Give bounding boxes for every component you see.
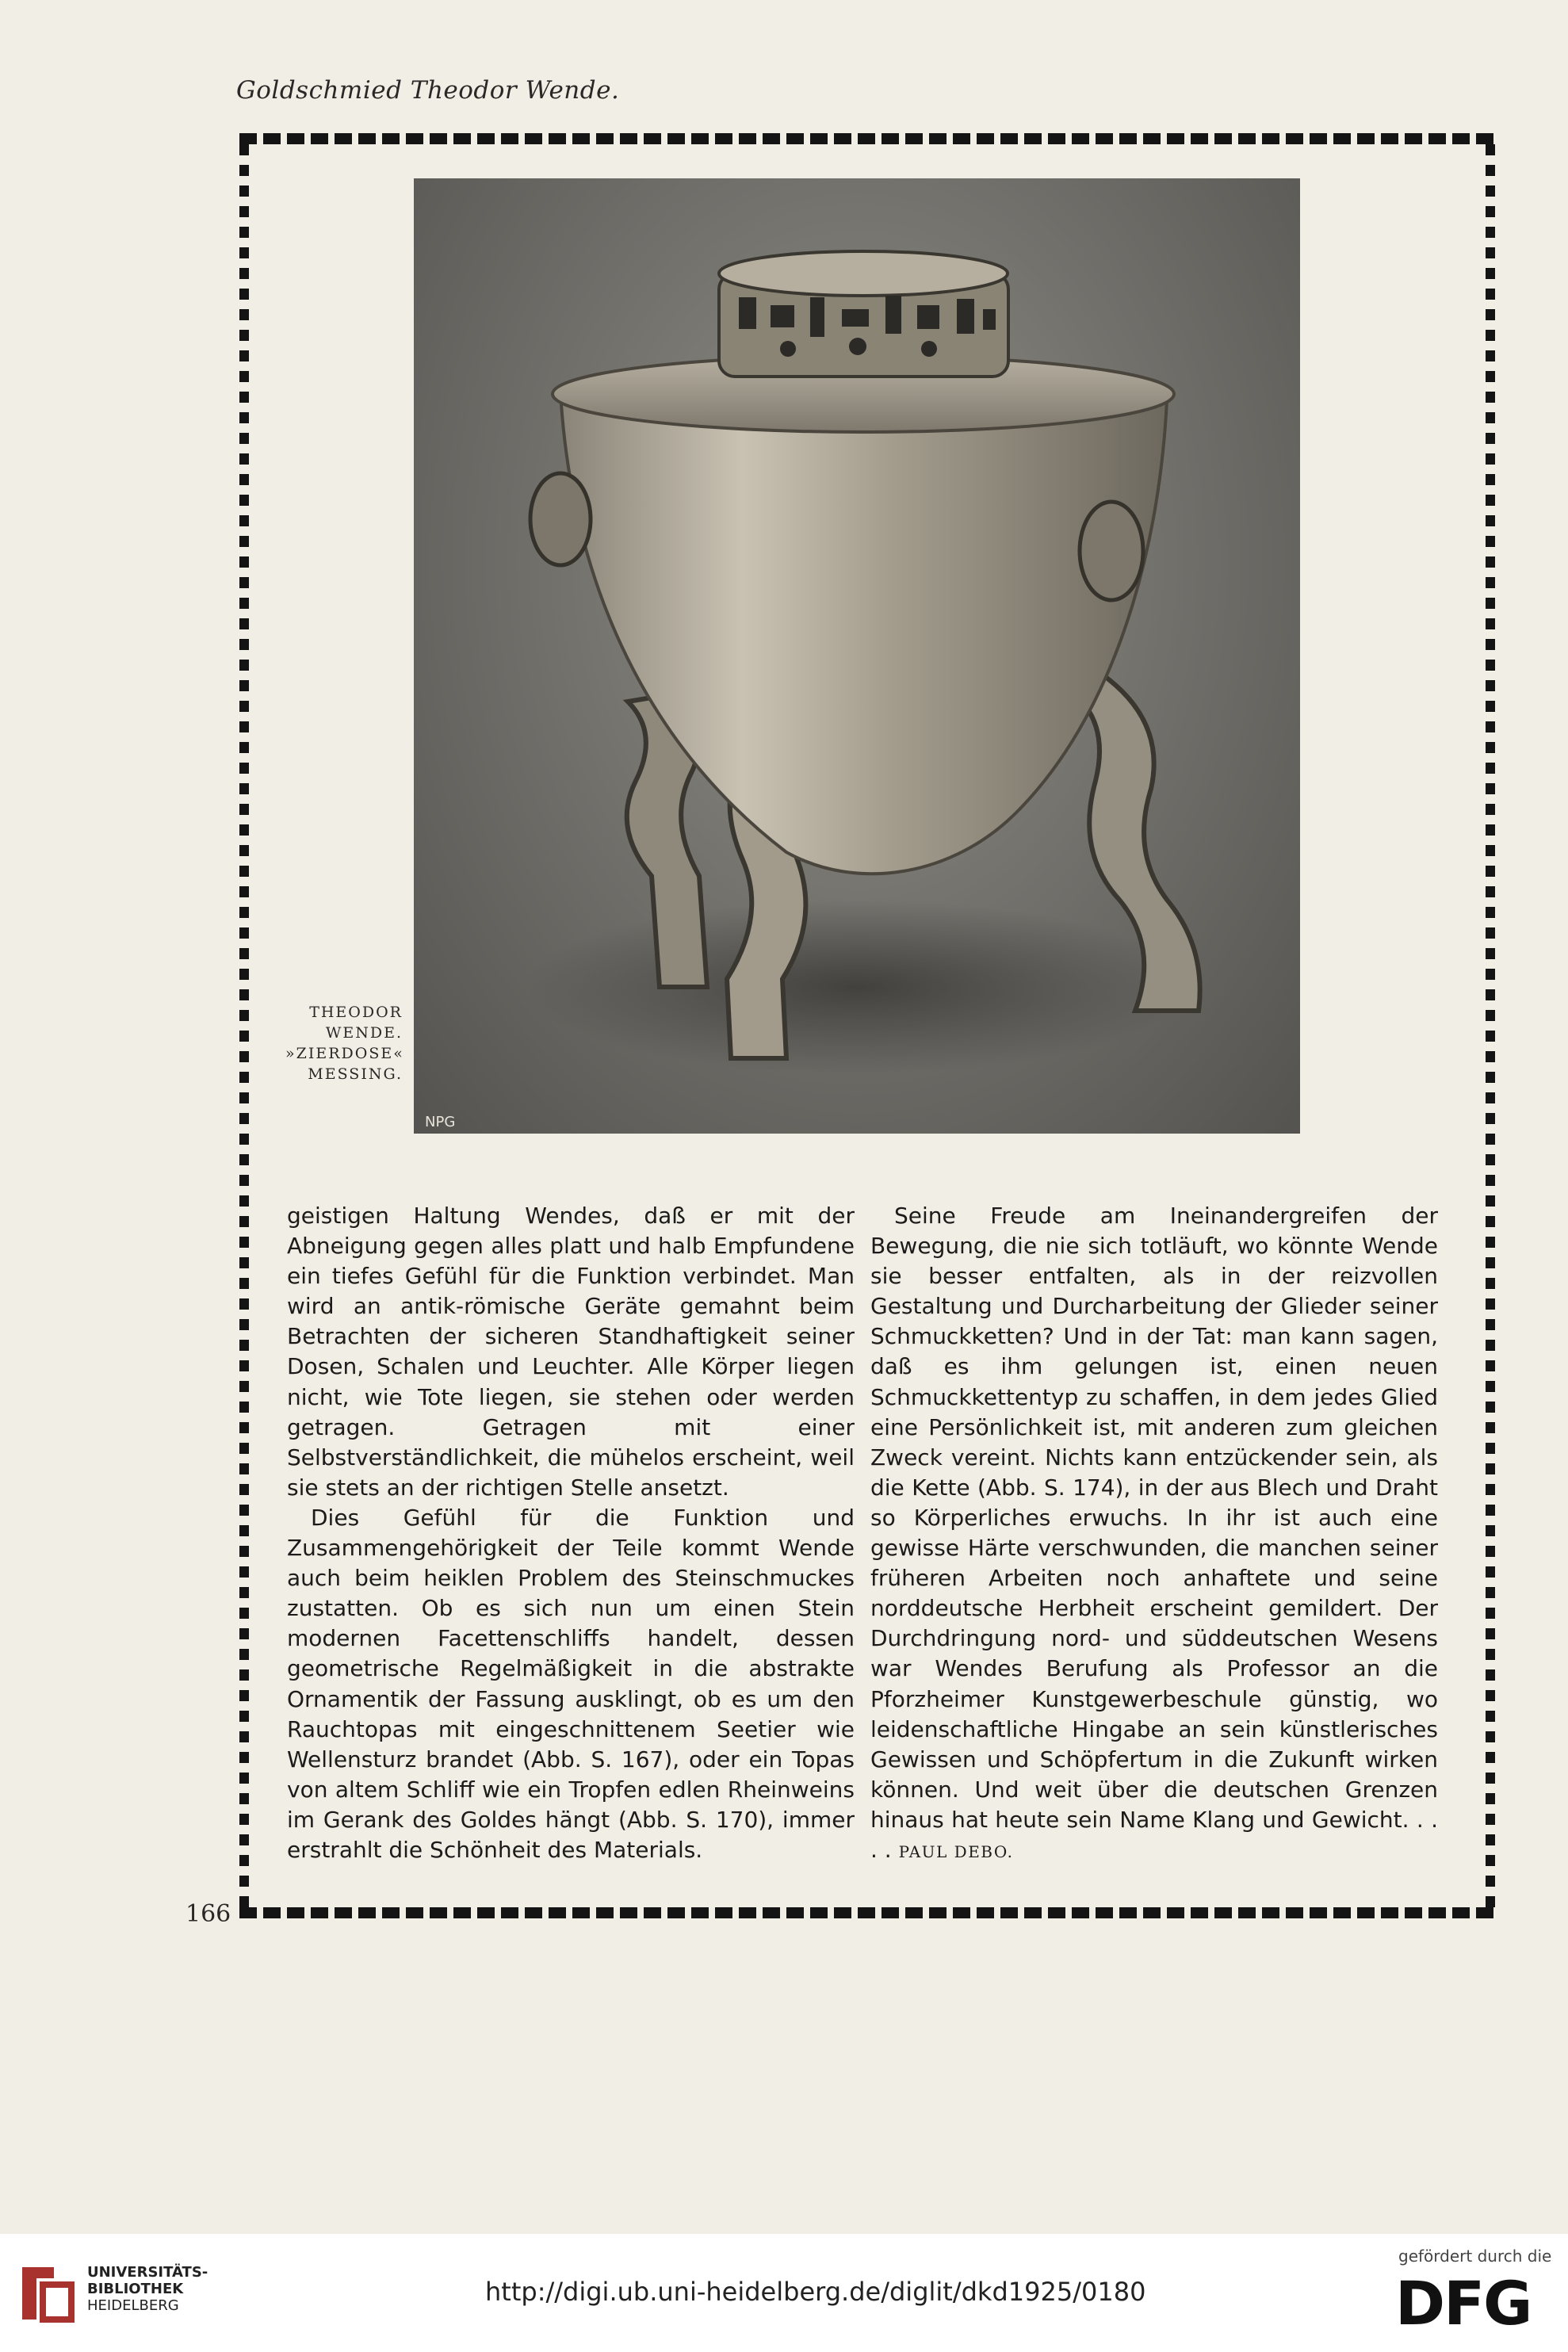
library-name-line: HEIDELBERG <box>87 2297 179 2314</box>
ornamental-frame-right <box>1486 144 1495 1907</box>
ornamental-frame-left <box>239 144 249 1907</box>
zierdose-photograph <box>414 178 1300 1134</box>
paragraph: Dies Gefühl für die Funktion und Zusammengehörigkeit der Teile kommt Wende auch beim heiklen Problem des Steinschmuckes zustatten. Ob es sich nun um einen Stein modernen Facettenschliffs handelt, dessen geometrische Regelmäßigkeit in die abstrakte Ornamentik der Fassung ausklingt, ob es um den Rauchtopas mit eingeschnittenem Seetier wie Wellensturz brandet (Abb. S. 167), oder ein Topas von altem Schliff wie ein Tropfen edlen Rheinweins im Gerank des Goldes hängt (Abb. S. 170), immer erstrahlt die Schönheit des Materials. <box>287 1504 855 1863</box>
caption-line: THEODOR <box>309 1004 403 1021</box>
university-library-name <box>87 2264 208 2314</box>
ornamental-frame-bottom <box>239 1907 1495 1918</box>
running-head: Goldschmied Theodor Wende. <box>236 76 620 105</box>
article-column-left <box>287 1201 855 1865</box>
library-name-line: UNIVERSITÄTS- <box>87 2264 208 2281</box>
paragraph: geistigen Haltung Wendes, daß er mit der Abneigung gegen alles platt und halb Empfundene ein tiefes Gefühl für die Funktion verbindet. Man wird an antik-römische Geräte gemahnt beim Betrachten der sicheren Standhaftigkeit seiner Dosen, Schalen und Leuchter. Alle Körper liegen nicht, wie Tote liegen, sie stehen oder werden getragen. Getragen mit einer Selbstverständlichkeit, die mühelos erscheint, weil sie stets an der richtigen Stelle ansetzt. <box>287 1203 855 1501</box>
funding-note: gefördert durch die <box>1398 2247 1552 2266</box>
figure-caption <box>285 1002 403 1084</box>
caption-line: WENDE. <box>325 1024 403 1042</box>
article-column-right <box>870 1201 1438 1867</box>
digital-object-url[interactable]: http://digi.ub.uni-heidelberg.de/diglit/dkd1925/0180 <box>485 2277 1146 2307</box>
page-number: 166 <box>185 1900 231 1928</box>
ornamental-frame-top <box>239 133 1495 144</box>
author-signature: PAUL DEBO. <box>898 1841 1014 1861</box>
dfg-logo: DFG <box>1395 2268 1532 2339</box>
caption-line: »ZIERDOSE« <box>285 1045 404 1062</box>
paragraph <box>870 1201 1438 1867</box>
library-name-line: BIBLIOTHEK <box>87 2281 184 2297</box>
university-library-logo-icon <box>14 2261 79 2326</box>
paragraph-text: Seine Freude am Ineinandergreifen der Bewegung, die nie sich totläuft, wo könnte Wende sie besser entfalten, als in der reizvollen Gestaltung und Durcharbeitung der Glieder seiner Schmuckketten? Und in der Tat: man kann sagen, daß es ihm gelungen ist, einen neuen Schmuckkettentyp zu schaffen, in dem jedes Glied eine Persönlichkeit ist, mit anderen zum gleichen Zweck vereint. Nichts kann entzückender sein, als die Kette (Abb. S. 174), in der aus Blech und Draht so Körperliches erwuchs. In ihr ist auch eine gewisse Härte verschwunden, die manchen seiner früheren Arbeiten noch anhaftete und seine norddeutsche Herbheit erscheint gemildert. Der Durchdringung nord- und süddeutschen Wesens war Wendes Berufung als Professor an die Pforzheimer Kunstgewerbeschule günstig, wo leidenschaftliche Hingabe an sein künstlerisches Gewissen und Schöpfertum in die Zukunft wirken können. Und weit über die deutschen Grenzen hinaus hat heute sein Name Klang und Gewicht. . . . . <box>870 1203 1438 1863</box>
brass-box-photo <box>414 178 1300 1134</box>
photo-maker-mark: NPG <box>425 1114 456 1130</box>
caption-line: MESSING. <box>308 1065 403 1083</box>
